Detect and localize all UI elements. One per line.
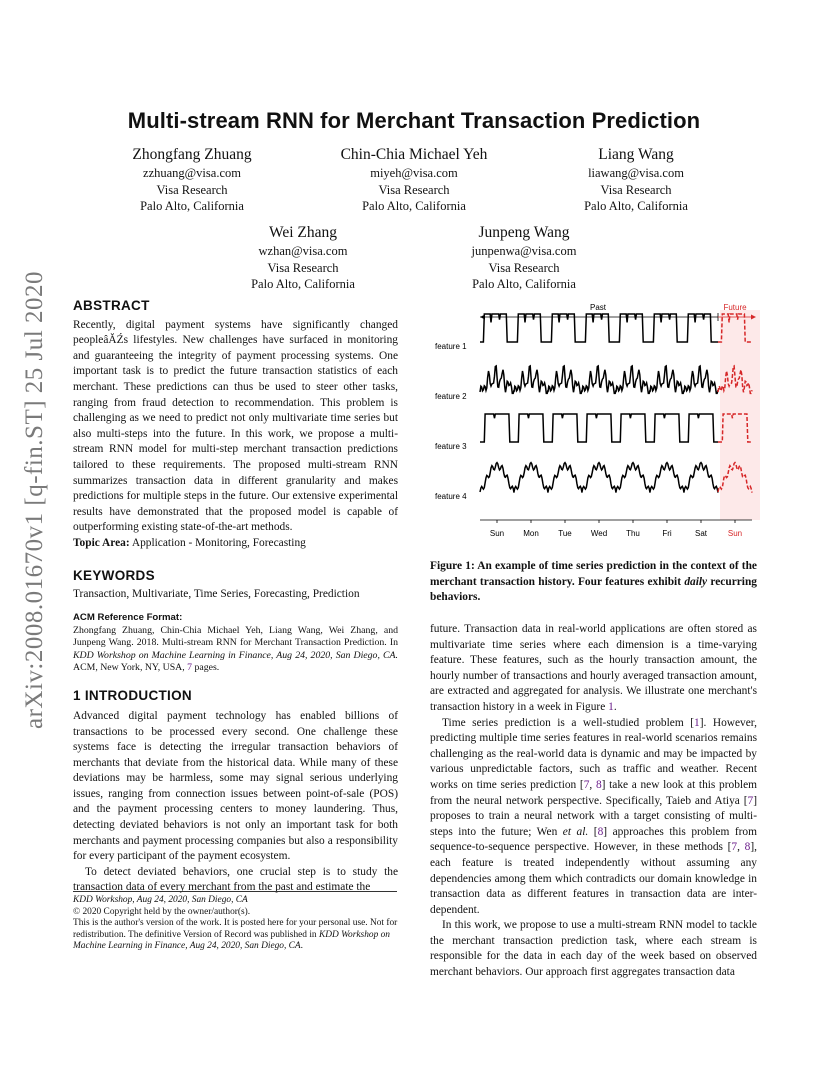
author-name: Zhongfang Zhuang [132, 146, 252, 163]
body-text: ]. However, predicting multiple time series features in real-world scenarios remains challenging as the real-world data is dynamic and may be impacted by various unpredictable factors, such as traffic and weather. Recent works on time series prediction [ [430, 716, 757, 791]
topic-label: Topic Area: [73, 536, 130, 549]
acm-heading: ACM Reference Format: [73, 611, 183, 623]
intro-paragraph: Advanced digital payment technology has enabled billions of transactions to be processed every second. One challenge these systems face is detecting the irregular transaction behaviors of merchants that deviate from the historical data. While many of these deviations may be harmless, some may signal serious underlying issues, ranging from connection issues between point-of-sale (POS) and the payment processing centers to money laundering. Thus, detecting deviated behaviors is not only an important task for both merchants and payment processing companies but also a responsibility for every participant of the payment ecosystem. [73, 709, 398, 863]
citation-link[interactable]: 7 [747, 794, 754, 807]
abstract-heading: ABSTRACT [73, 298, 150, 313]
author-org: Visa Research [267, 260, 339, 275]
author-block [193, 223, 413, 293]
caption-emphasis: daily [684, 575, 708, 588]
footnote-venue: KDD Workshop, Aug 24, 2020, San Diego, CA [73, 895, 248, 905]
arxiv-stamp [20, 271, 50, 729]
author-org: Visa Research [488, 260, 560, 275]
citation-link[interactable]: 1 [694, 716, 700, 729]
x-tick-label: Fri [662, 529, 672, 538]
citation-link[interactable]: 8 [597, 825, 604, 838]
footnote-notice [73, 918, 398, 953]
author-name: Wei Zhang [268, 224, 338, 241]
author-name: Junpeng Wang [478, 224, 570, 241]
x-tick-label: Sun [489, 529, 505, 538]
author-email: zzhuang@visa.com [143, 166, 241, 180]
body-text: future. Transaction data in real-world applications are often stored as multivariate time series where each dimension is a time-varying feature. These features, such as the hourly transaction amount, the hourly number of transactions and hourly averaged transaction amount, are extracted and aggregated for analysis. We illustrate one merchant's transaction history in a week in Figure [430, 623, 757, 713]
caption-text-end: recurring behaviors. [430, 575, 758, 604]
author-block [304, 145, 524, 215]
feature-label: feature 1 [435, 342, 467, 351]
left-column [73, 298, 398, 896]
footnote-notice-text: This is the author's version of the work. It is posted here for your personal use. Not for redistribution. The definitive Version of Record was published in [73, 918, 398, 940]
body-text: ] take a new look at this problem from the neural network perspective. Specifically, Taieb and Atiya [ [430, 778, 757, 807]
figure-1 [430, 298, 760, 604]
citation-link[interactable]: 7 [731, 841, 738, 854]
topic-area [73, 536, 398, 552]
acm-text: pages. [192, 661, 220, 673]
author-email: miyeh@visa.com [370, 166, 458, 180]
intro-paragraph: To detect deviated behaviors, one crucial step is to study the transaction data of every merchant from the past and estimate the [73, 865, 398, 894]
body-paragraph: Time series prediction is a well-studied problem [1]. However, predicting multiple time series features in real-world scenarios remains challenging as the real-world data is dynamic and may be impacted by various unpredictable factors, such as traffic and weather. Recent works on time series prediction [7, 8] take a new look at this problem from the neural network perspective. Specifically, Taieb and Atiya [7] proposes to train a neural network with a target consisting of multi-steps into the future; Wen et al. [8] approaches this problem from sequence-to-sequence perspective. However, in these methods [7, 8], each feature is treated independently without assuming any dependencies among them which contradicts our domain knowledge in transaction data as different features in transaction data are inter-dependent. [430, 716, 757, 916]
acm-text: Zhongfang Zhuang, Chin-Chia Michael Yeh, Liang Wang, Wei Zhang, and Junpeng Wang. 2018. Multi-stream RNN for Merchant Transaction Prediction. In [73, 624, 398, 649]
feature-4-observed-series [480, 463, 718, 493]
author-name: Chin-Chia Michael Yeh [340, 146, 488, 163]
footnote [73, 895, 398, 953]
author-email: junpenwa@visa.com [471, 244, 577, 258]
author-block [82, 145, 302, 215]
footnote-notice-venue: KDD Workshop on Machine Learning in Finance, Aug 24, 2020, San Diego, CA [73, 929, 390, 952]
x-tick-label: Thu [626, 529, 640, 538]
author-org: Visa Research [156, 182, 228, 197]
topic-value: Application - Monitoring, Forecasting [131, 536, 306, 549]
past-label: Past [589, 303, 607, 312]
feature-label: feature 3 [435, 442, 467, 451]
feature-2-observed-series [480, 366, 718, 393]
acm-reference [73, 625, 398, 675]
abstract-text: Recently, digital payment systems have significantly changed peopleâĂŹs lifestyles. New challenges have surfaced in monitoring and guaranteeing the integrity of payment processing systems. One important task is to predict the future transaction statistics of each merchant. These predictions can thus be used to steer other tasks, ranging from fraud detection to recommendation. This problem is challenging as we need to predict not only multivariate time series but also multi-steps into the future. In this work, we propose a multi-stream RNN model for multi-step merchant transaction predictions tailored to these requirements. The proposed multi-stream RNN summarizes transaction data in different granularity and makes predictions for multiple steps in the future. Our extensive experimental results have demonstrated that the proposed model is capable of outperforming existing state-of-the-art methods. [73, 318, 398, 534]
feature-label: feature 2 [435, 392, 467, 401]
author-location: Palo Alto, California [140, 199, 244, 213]
citation-link[interactable]: 7 [583, 778, 590, 791]
body-text: ] proposes to train a neural network with a target consisting of multi-steps into the future; Wen [430, 794, 757, 838]
acm-venue: KDD Workshop on Machine Learning in Finance, Aug 24, 2020, San Diego, CA. [73, 649, 398, 661]
x-tick-label: Sun [727, 529, 743, 538]
citation-link[interactable]: 8 [744, 841, 751, 854]
author-location: Palo Alto, California [251, 277, 355, 291]
keywords-text: Transaction, Multivariate, Time Series, Forecasting, Prediction [73, 588, 360, 601]
footnote-rule [73, 891, 397, 892]
x-tick-label: Mon [523, 529, 539, 538]
author-location: Palo Alto, California [472, 277, 576, 291]
figure-caption [430, 559, 757, 606]
future-label: Future [723, 303, 747, 312]
author-email: liawang@visa.com [588, 166, 684, 180]
body-text: . [613, 700, 617, 713]
keywords-heading: KEYWORDS [73, 567, 155, 583]
intro-heading: 1 INTRODUCTION [73, 688, 192, 704]
caption-text: Figure 1: An example of time series prediction in the context of the merchant transaction history. Four features exhibit [430, 560, 757, 588]
x-tick-label: Tue [558, 529, 572, 538]
arxiv-id: arXiv:2008.01670v1 [q-fin.ST] 25 Jul 2020 [21, 271, 48, 729]
footnote-copyright: © 2020 Copyright held by the owner/author(s). [73, 906, 251, 917]
body-paragraph: In this work, we propose to use a multi-stream RNN model to tackle the merchant transaction prediction task, where each stream is responsible for the data in each day of the week based on observed merchant behaviors. Our approach first aggregates transaction data [430, 919, 757, 979]
author-block [526, 145, 746, 215]
right-column [430, 622, 757, 981]
author-location: Palo Alto, California [362, 199, 466, 213]
body-paragraph [430, 622, 757, 716]
footnote-notice-end: . [300, 941, 304, 952]
x-tick-label: Sat [694, 529, 708, 538]
author-email: wzhan@visa.com [258, 244, 348, 258]
x-axis-ticks [490, 520, 742, 538]
et-al: et al. [562, 825, 589, 838]
paper-title: Multi-stream RNN for Merchant Transaction Prediction [127, 108, 701, 133]
acm-text: ACM, New York, NY, USA, [73, 661, 188, 673]
author-block [414, 223, 634, 293]
feature-3-observed-series [480, 414, 718, 442]
body-text: Time series prediction is a well-studied problem [ [442, 716, 694, 729]
author-org: Visa Research [378, 182, 450, 197]
future-shade [720, 310, 760, 520]
citation-link[interactable]: 8 [595, 778, 602, 791]
figure-link[interactable]: 1 [608, 700, 614, 713]
body-text: ] approaches this problem from sequence-to-sequence perspective. However, in these methods [ [430, 825, 757, 854]
pages-link[interactable]: 7 [187, 661, 193, 673]
feature-label: feature 4 [435, 492, 467, 501]
author-name: Liang Wang [598, 146, 674, 163]
author-location: Palo Alto, California [584, 199, 688, 213]
figure-1-chart [430, 298, 760, 548]
author-org: Visa Research [600, 182, 672, 197]
x-tick-label: Wed [590, 529, 608, 538]
feature-1-observed-series [480, 314, 718, 342]
body-text: ], each feature is treated independently without assuming any dependencies among them which contradicts our domain knowledge in transaction data as different features in transaction data are inter-dependent. [430, 841, 757, 916]
